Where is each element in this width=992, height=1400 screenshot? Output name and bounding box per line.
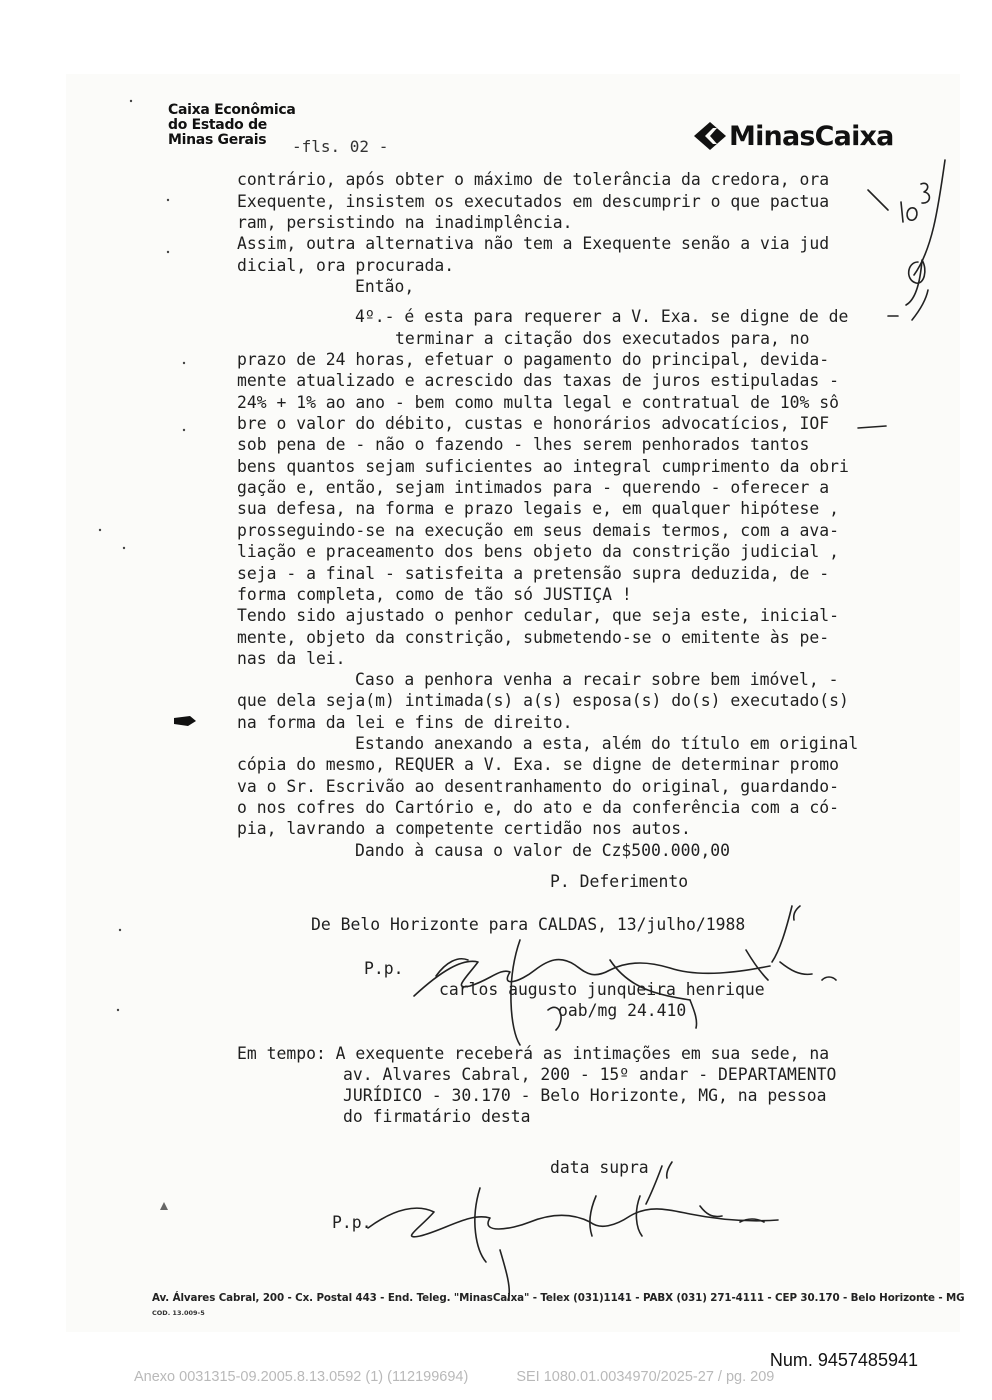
- body-line: mente atualizado e acrescido das taxas de juros estipuladas -: [237, 371, 839, 390]
- body-line: contrário, após obter o máximo de tolerância da credora, ora: [237, 170, 830, 189]
- body-line: ram, persistindo na inadimplência.: [237, 213, 573, 232]
- body-line: 24% + 1% ao ano - bem como multa legal e contratual de 10% sô: [237, 393, 839, 412]
- document-number: Num. 9457485941: [769, 1350, 918, 1370]
- closing-line: P. Deferimento: [550, 872, 689, 891]
- pp-label: P.p.: [332, 1213, 372, 1232]
- body-line: bre o valor do débito, custas e honorários advocatícios, IOF: [237, 414, 830, 433]
- body-line: Estando anexando a esta, além do título em original: [355, 734, 859, 753]
- body-line: forma completa, como de tão só JUSTIÇA !: [237, 585, 632, 604]
- postscript-line: JURÍDICO - 30.170 - Belo Horizonte, MG, na pessoa: [343, 1086, 827, 1105]
- body-line: 4º.- é esta para requerer a V. Exa. se digne de de: [355, 307, 849, 326]
- signatory-name: carlos augusto junqueira henrique: [439, 980, 765, 999]
- body-line: Tendo sido ajustado o penhor cedular, que seja este, inicial-: [237, 606, 839, 625]
- body-line: mente, objeto da constrição, submetendo-se o emitente às pe-: [237, 628, 830, 647]
- body-line: na forma da lei e fins de direito.: [237, 713, 573, 732]
- logo-text: MinasCaixa: [729, 120, 894, 152]
- signatory-oab: oab/mg 24.410: [558, 1001, 687, 1020]
- minascaixa-logo: [693, 116, 894, 156]
- body-line: Caso a penhora venha a recair sobre bem imóvel, -: [355, 670, 839, 689]
- pp-label: P.p.: [364, 959, 404, 978]
- page-reference: -fls. 02 -: [292, 137, 389, 156]
- minascaixa-emblem-icon: [693, 121, 727, 151]
- body-line: sob pena de - não o fazendo - lhes serem penhorados tantos: [237, 435, 810, 454]
- bank-name-line: do Estado de: [168, 117, 267, 133]
- body-line: gação e, então, sejam intimados para - querendo - oferecer a: [237, 478, 830, 497]
- postscript-line: do firmatário desta: [343, 1107, 531, 1126]
- place-date-line: De Belo Horizonte para CALDAS, 13/julho/1988: [311, 915, 746, 934]
- body-line: Assim, outra alternativa não tem a Exequente senão a via jud: [237, 234, 830, 253]
- body-line: liação e praceamento dos bens objeto da constrição judicial ,: [237, 542, 839, 561]
- body-line: prazo de 24 horas, efetuar o pagamento do principal, devida-: [237, 350, 830, 369]
- footer-address: Av. Álvares Cabral, 200 - Cx. Postal 443 - End. Teleg. "MinasCaixa" - Telex (031)1141 - PABX (031) 271-4111 - CEP 30.170 - Belo Horizonte - MG: [152, 1292, 965, 1304]
- date-supra: data supra: [550, 1158, 649, 1177]
- annex-reference: Anexo 0031315-09.2005.8.13.0592 (1) (112199694): [134, 1369, 469, 1385]
- body-line: terminar a citação dos executados para, no: [395, 329, 810, 348]
- body-line: seja - a final - satisfeita a pretensão supra deduzida, de -: [237, 564, 830, 583]
- body-line: Dando à causa o valor de Cz$500.000,00: [355, 841, 730, 860]
- body-line: bens quantos sejam suficientes ao integral cumprimento da obri: [237, 457, 849, 476]
- body-line: o nos cofres do Cartório e, do ato e da conferência com a có-: [237, 798, 839, 817]
- body-line: Então,: [355, 277, 415, 296]
- body-line: nas da lei.: [237, 649, 346, 668]
- bank-name-line: Minas Gerais: [168, 132, 267, 148]
- body-line: dicial, ora procurada.: [237, 256, 455, 275]
- body-line: que dela seja(m) intimada(s) a(s) esposa(s) do(s) executado(s): [237, 691, 849, 710]
- body-line: Exequente, insistem os executados em descumprir o que pactua: [237, 192, 830, 211]
- bank-name: [168, 103, 296, 148]
- bank-name-line: Caixa Econômica: [168, 102, 296, 118]
- sei-reference: SEI 1080.01.0034970/2025-27 / pg. 209: [516, 1369, 775, 1385]
- body-line: cópia do mesmo, REQUER a V. Exa. se digne de determinar promo: [237, 755, 839, 774]
- body-line: prosseguindo-se na execução em seus demais termos, com a ava-: [237, 521, 839, 540]
- body-line: va o Sr. Escrivão ao desentranhamento do original, guardando-: [237, 777, 839, 796]
- postscript-line: Em tempo: A exequente receberá as intimações em sua sede, na: [237, 1044, 830, 1063]
- electronic-stamp: [134, 1369, 774, 1385]
- body-line: pia, lavrando a competente certidão nos autos.: [237, 819, 691, 838]
- postscript-line: av. Alvares Cabral, 200 - 15º andar - DEPARTAMENTO: [343, 1065, 837, 1084]
- body-line: sua defesa, na forma e prazo legais e, em qualquer hipótese ,: [237, 499, 839, 518]
- form-code: COD. 13.009-5: [152, 1309, 205, 1317]
